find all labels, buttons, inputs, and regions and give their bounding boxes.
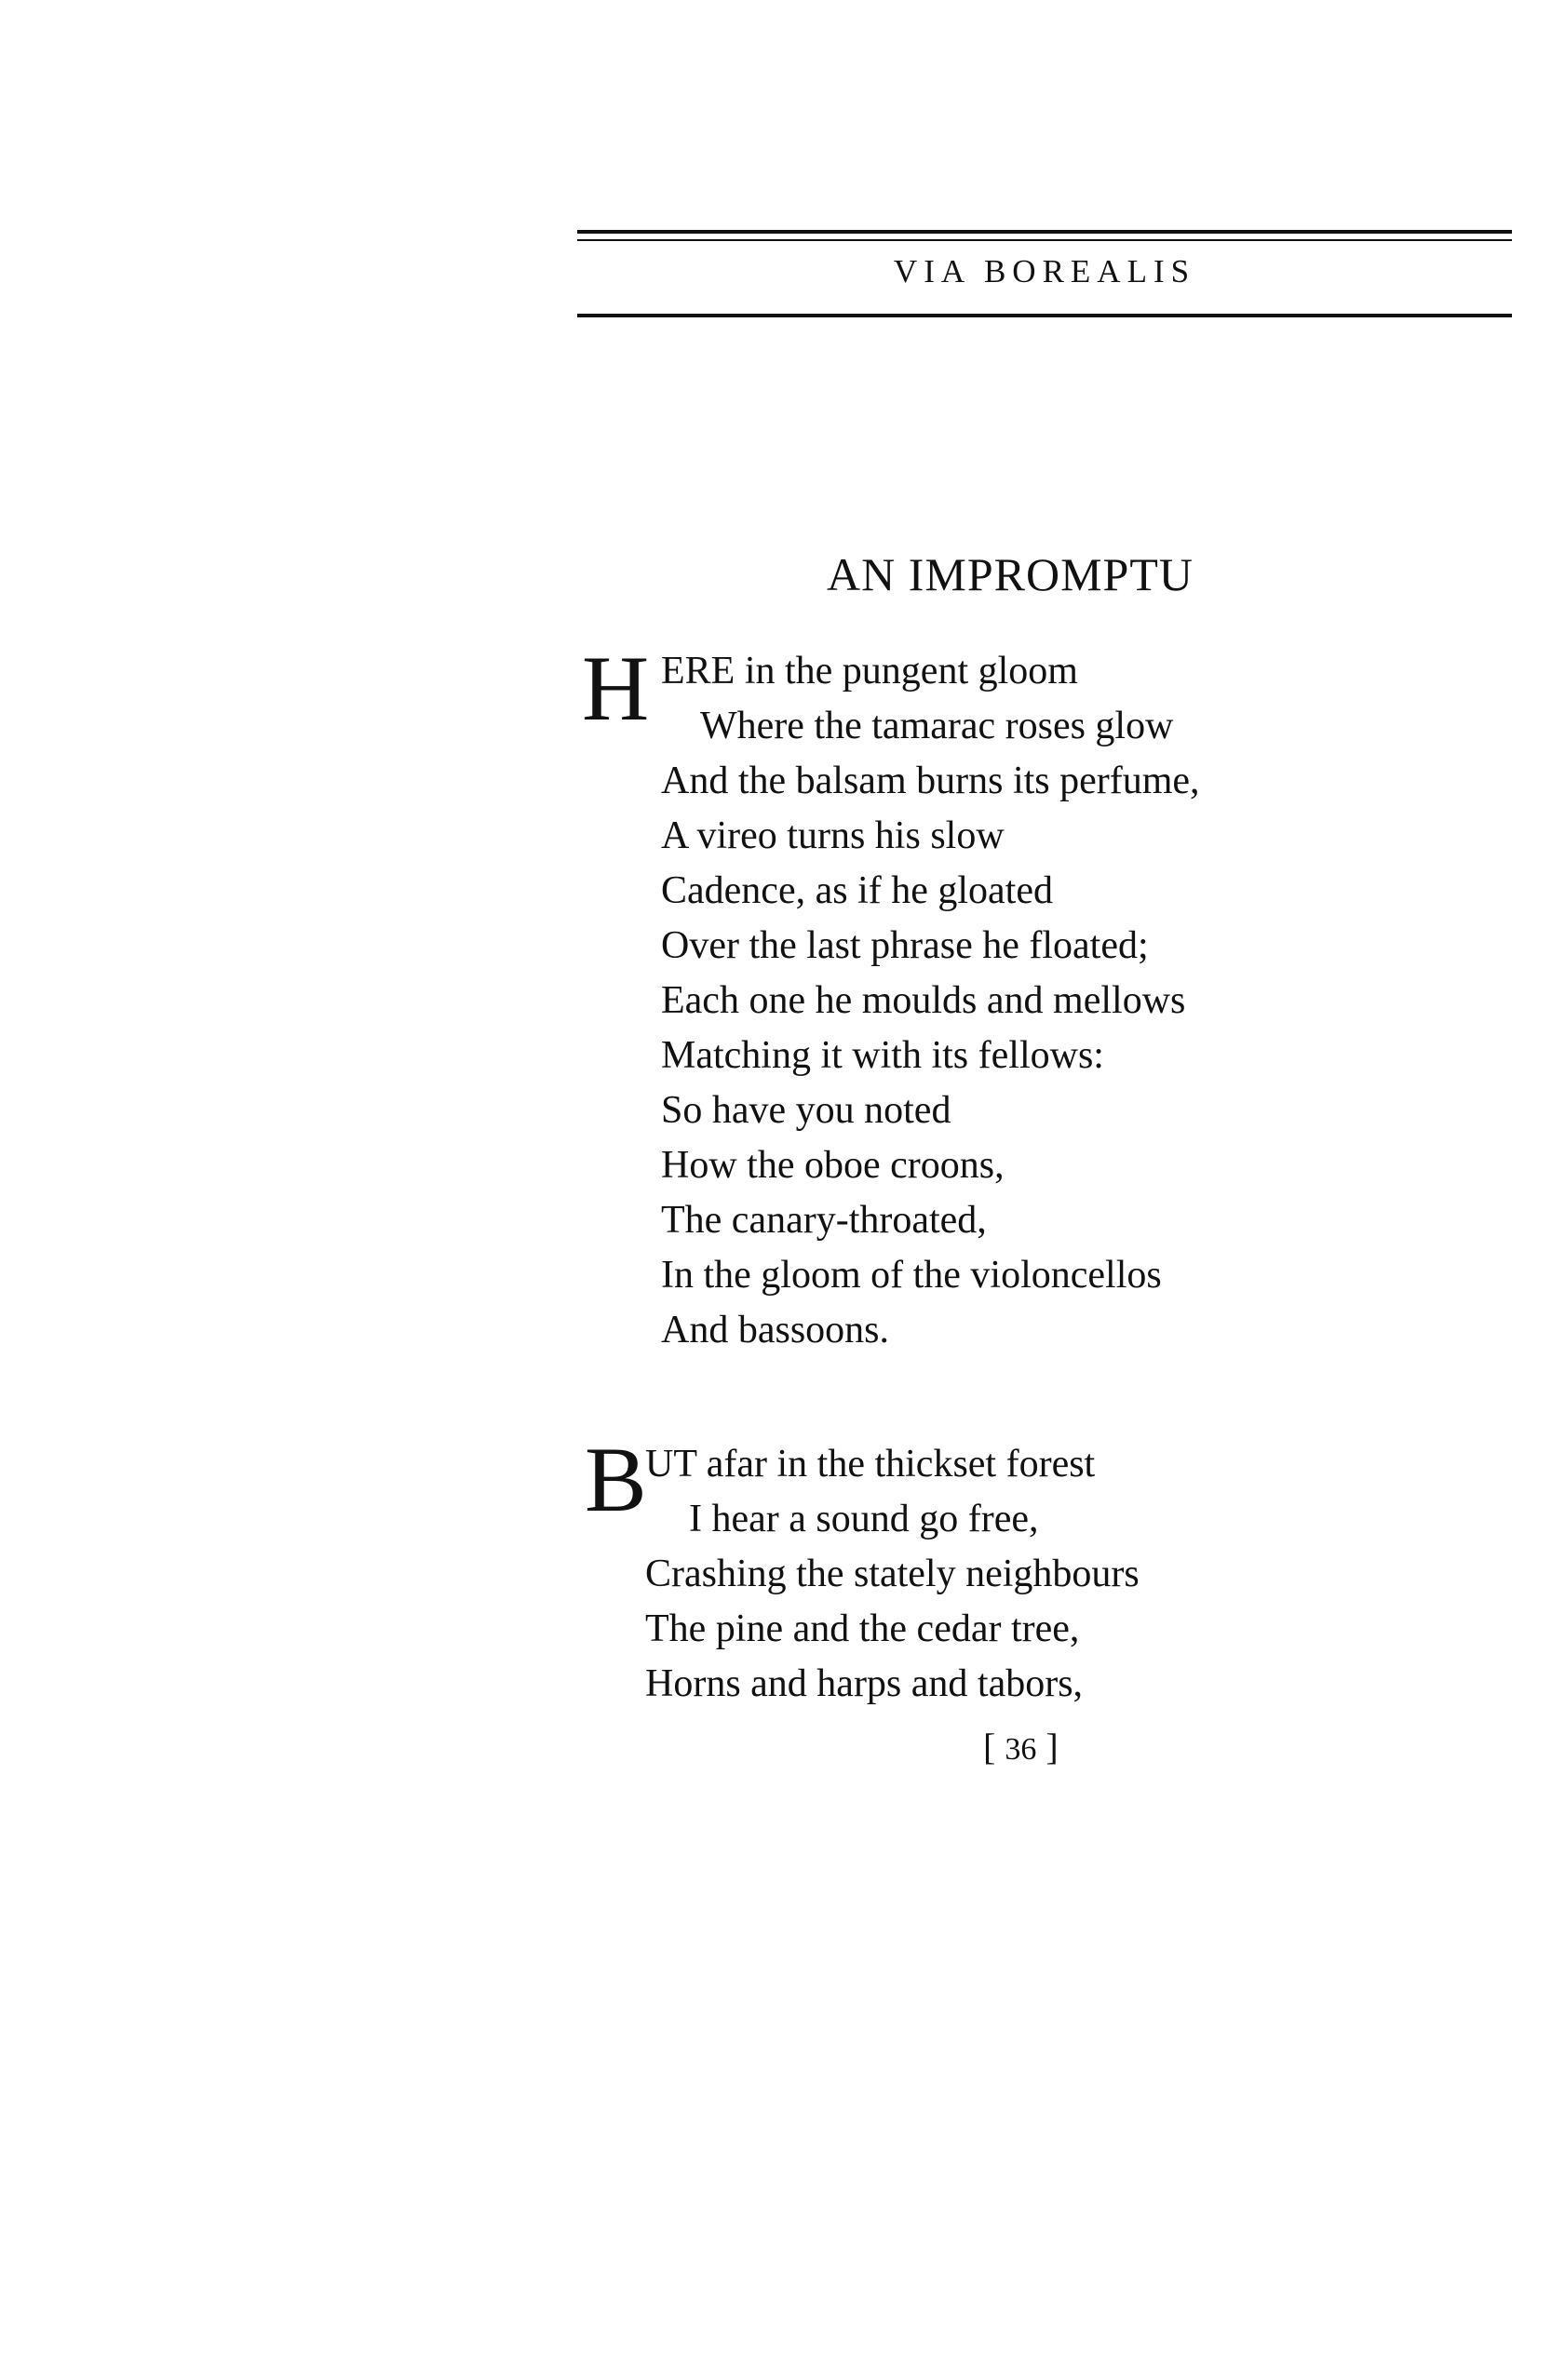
stanza-1-line-4: A vireo turns his slow	[661, 814, 1005, 857]
stanza-2-line-4: The pine and the cedar tree,	[645, 1607, 1080, 1650]
stanza-1-line-10: How the oboe croons,	[661, 1144, 1005, 1187]
drop-cap-b: B	[585, 1428, 647, 1531]
stanza-1-line-2: Where the tamarac roses glow	[700, 705, 1174, 747]
poem-title: AN IMPROMPTU	[827, 548, 1194, 600]
stanza-1-line-12: In the gloom of the violoncellos	[661, 1254, 1162, 1297]
stanza-1-line-7: Each one he moulds and mellows	[661, 979, 1186, 1022]
stanza-2-line-5: Horns and harps and tabors,	[645, 1662, 1084, 1705]
stanza-2-line-1: UT afar in the thickset forest	[645, 1443, 1096, 1486]
stanza-1-line-13: And bassoons.	[661, 1309, 890, 1351]
stanza-1-line-6: Over the last phrase he floated;	[661, 924, 1149, 967]
stanza-1-line-9: So have you noted	[661, 1089, 951, 1132]
page-number-value: 36	[1005, 1732, 1037, 1767]
stanza-1-line-8: Matching it with its fellows:	[661, 1034, 1104, 1077]
drop-cap-h: H	[582, 637, 650, 740]
page-number-open-bracket: [	[983, 1726, 996, 1768]
header-rule-bottom	[577, 314, 1512, 317]
stanza-2-line-3: Crashing the stately neighbours	[645, 1553, 1140, 1595]
page-number-close-bracket: ]	[1046, 1726, 1059, 1768]
stanza-1-line-5: Cadence, as if he gloated	[661, 869, 1053, 912]
stanza-2-line-2: I hear a sound go free,	[689, 1498, 1039, 1540]
stanza-1-line-11: The canary-throated,	[661, 1199, 987, 1242]
page-number	[983, 1725, 1059, 1768]
running-head: VIA BOREALIS	[893, 253, 1196, 289]
header-rule-top	[577, 230, 1512, 241]
stanza-1-line-1: ERE in the pungent gloom	[661, 650, 1078, 692]
stanza-1-line-3: And the balsam burns its perfume,	[661, 760, 1200, 802]
